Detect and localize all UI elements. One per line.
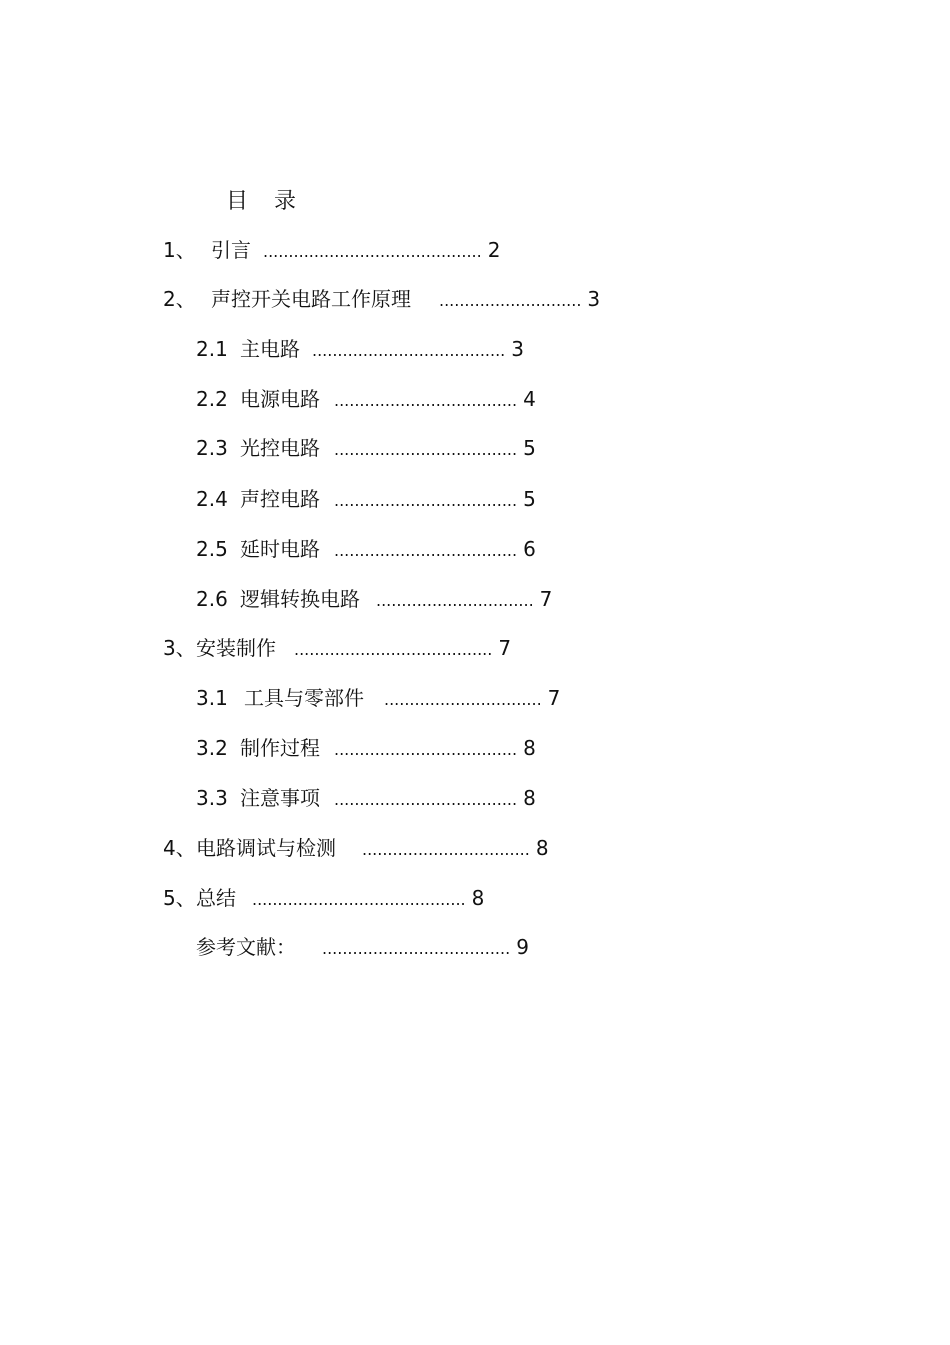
toc-entry-4[interactable] [163,835,549,861]
toc-entry-page: 7 [498,636,512,660]
toc-leader-dots: ...................................... [312,341,506,360]
toc-entry-page: 6 [523,537,536,561]
toc-entry-2-1[interactable] [196,336,524,362]
toc-entry-number: 3.3 [196,786,228,810]
toc-entry-page: 3 [587,287,601,311]
toc-entry-3[interactable] [163,635,511,661]
toc-entry-number: 3.2 [196,736,228,760]
toc-entry-2[interactable] [163,286,600,312]
toc-leader-dots: .................................... [334,440,518,459]
toc-entry-2-4[interactable] [196,486,536,512]
toc-entry-number: 2.4 [196,487,228,511]
toc-entry-title: 制作过程 [240,736,320,760]
toc-entry-number: 2.2 [196,387,228,411]
toc-entry-page: 4 [523,387,536,411]
toc-entry-number: 2.3 [196,436,228,460]
toc-entry-title: 延时电路 [240,537,320,561]
toc-leader-dots: ..................................... [322,939,511,958]
toc-entry-title: 安装制作 [196,636,276,660]
toc-entry-number: 2、 [163,287,196,311]
toc-entry-title: 声控开关电路工作原理 [211,287,411,311]
toc-title [226,184,296,215]
toc-leader-dots: ............................ [439,291,582,310]
toc-entry-number: 2.1 [196,337,228,361]
toc-entry-title: 参考文献： [196,935,296,959]
toc-leader-dots: .................................... [334,391,518,410]
toc-entry-title: 电路调试与检测 [196,836,336,860]
toc-entry-page: 3 [511,337,524,361]
toc-title-char-1: 目 [226,189,249,214]
toc-entry-page: 7 [547,686,561,710]
toc-entry-number: 3、 [163,636,196,660]
toc-entry-page: 8 [523,786,536,810]
toc-entry-title: 总结 [196,886,236,910]
toc-entry-title: 工具与零部件 [244,686,364,710]
toc-entry-title: 声控电路 [240,487,320,511]
toc-entry-page: 2 [487,238,501,262]
toc-leader-dots: ............................... [384,690,542,709]
toc-entry-number: 4、 [163,836,196,860]
toc-entry-page: 8 [523,736,536,760]
toc-entry-page: 7 [539,587,553,611]
toc-entry-number: 1、 [163,238,196,262]
toc-entry-title: 主电路 [240,337,300,361]
toc-entry-3-2[interactable] [196,735,536,761]
toc-leader-dots: ................................. [362,840,530,859]
toc-entry-page: 8 [471,886,485,910]
toc-leader-dots: .......................................... [252,890,466,909]
toc-leader-dots: ........................................... [263,242,482,261]
toc-entry-2-3[interactable] [196,435,536,461]
toc-leader-dots: .................................... [334,541,518,560]
toc-entry-3-1[interactable] [196,685,560,711]
toc-entry-number: 2.5 [196,537,228,561]
toc-entry-number: 5、 [163,886,196,910]
toc-entry-number: 3.1 [196,686,228,710]
toc-entry-title: 电源电路 [240,387,320,411]
toc-entry-5[interactable] [163,885,484,911]
toc-entry-page: 5 [523,487,536,511]
toc-entry-2-6[interactable] [196,586,552,612]
toc-entry-page: 8 [535,836,549,860]
toc-leader-dots: .................................... [334,790,518,809]
toc-entry-3-3[interactable] [196,785,536,811]
toc-leader-dots: ....................................... [294,640,493,659]
toc-leader-dots: .................................... [334,740,518,759]
toc-entry-title: 逻辑转换电路 [240,587,360,611]
toc-entry-2-2[interactable] [196,386,536,412]
toc-leader-dots: .................................... [334,491,518,510]
toc-entry-1[interactable] [163,237,500,263]
toc-entry-title: 引言 [211,238,251,262]
toc-entry-2-5[interactable] [196,536,536,562]
toc-entry-title: 注意事项 [240,786,320,810]
toc-entry-page: 9 [516,935,529,959]
toc-leader-dots: ............................... [376,591,534,610]
toc-entry-references[interactable] [196,934,529,960]
toc-entry-page: 5 [523,436,536,460]
toc-title-char-2: 录 [274,189,297,214]
toc-entry-title: 光控电路 [240,436,320,460]
toc-entry-number: 2.6 [196,587,228,611]
